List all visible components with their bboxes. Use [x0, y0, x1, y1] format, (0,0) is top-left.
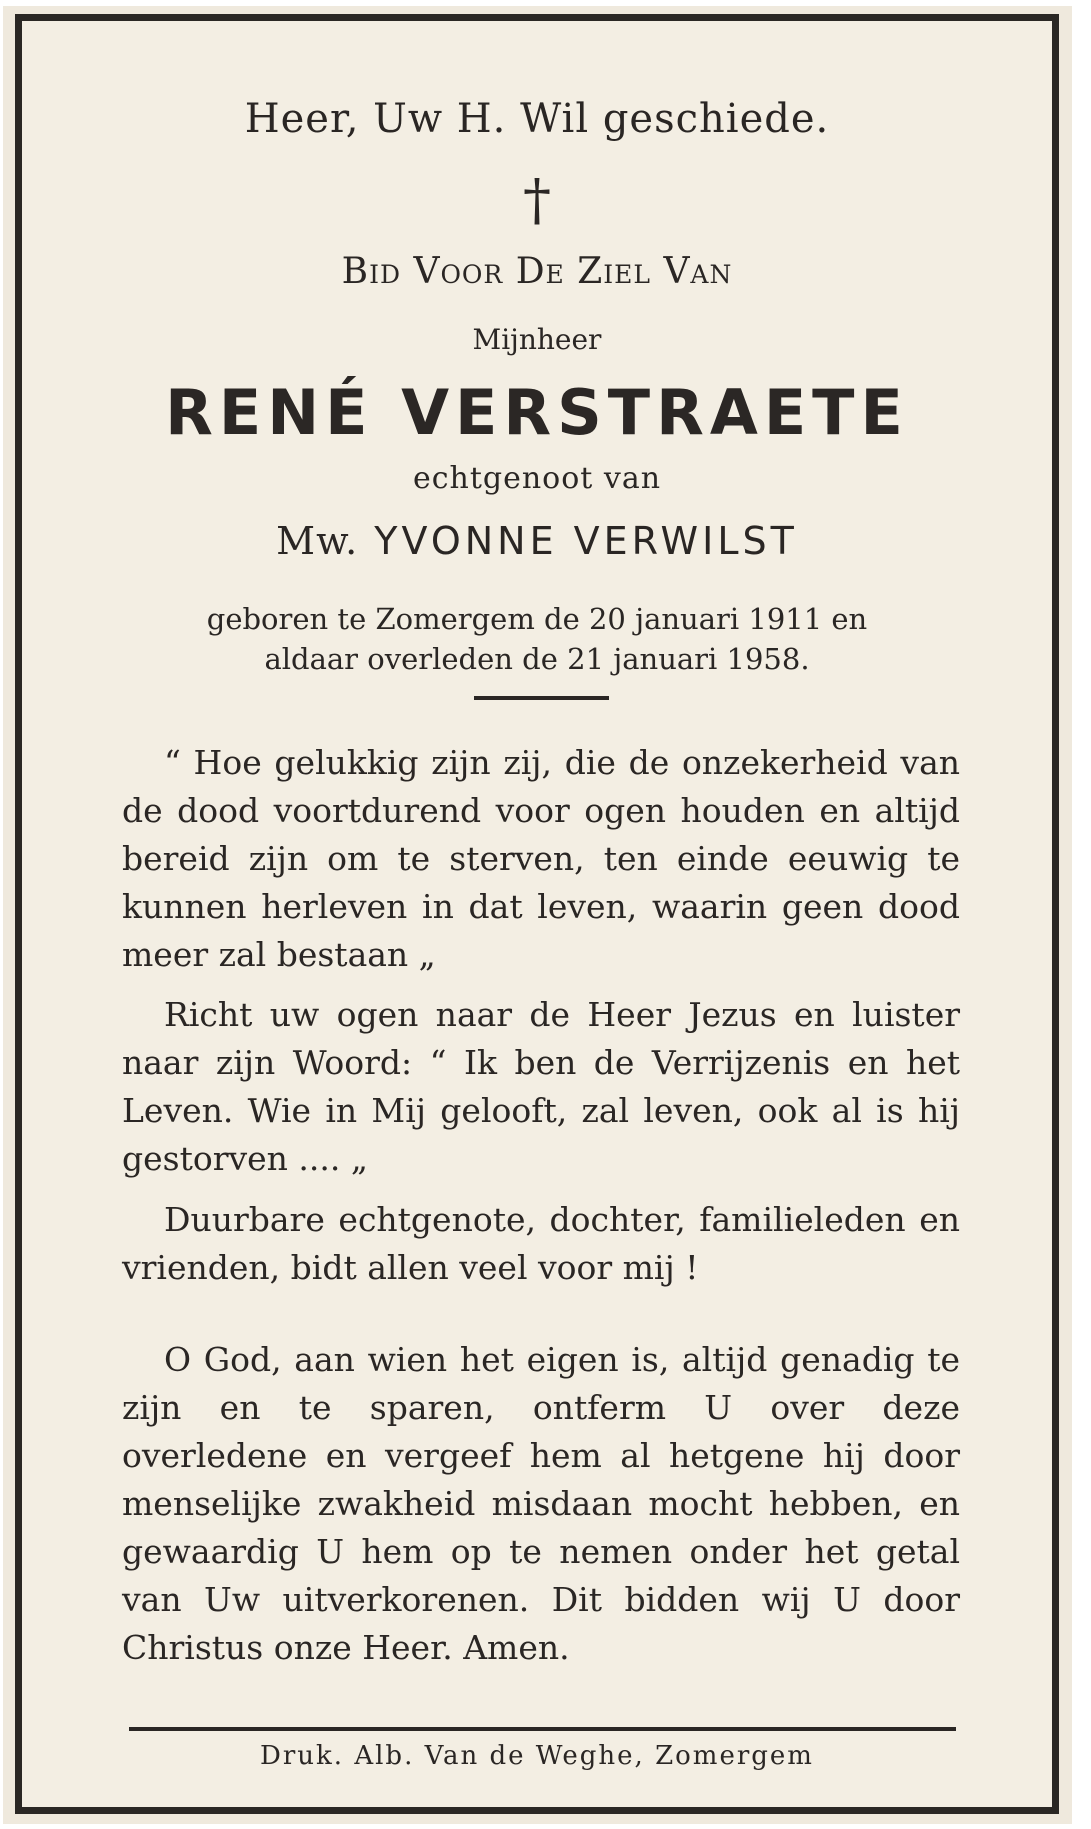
paragraph-text: Duurbare echtgenote, dochter, familieleden en vrienden, bidt allen veel voor mij ! [122, 1200, 960, 1287]
death-line: aldaar overleden de 21 januari 1958. [264, 642, 810, 676]
paragraph-quote [122, 739, 960, 979]
spouse-label: echtgenoot van [412, 461, 662, 496]
paragraph-scripture [122, 991, 960, 1183]
paragraph-text: Richt uw ogen naar de Heer Jezus en luister naar zijn Woord: “ Ik ben de Verrijzenis en het Leven. Wie in Mij gelooft, zal leven, ook al is hij gestorven .... „ [122, 995, 960, 1178]
card-border-frame [15, 14, 1059, 1814]
card-content [22, 21, 1052, 1807]
prayer-heading: Bid Voor De Ziel Van [341, 251, 733, 292]
paragraph-prayer [122, 1336, 960, 1672]
dates-block [22, 599, 1052, 679]
spouse-line [22, 519, 1052, 563]
memorial-card [3, 6, 1072, 1824]
paragraph-family [122, 1196, 960, 1292]
paragraph-text: O God, aan wien het eigen is, altijd genadig te zijn en te sparen, ontferm U over deze overledene en vergeef hem al hetgene hij door menselijke zwakheid misdaan mocht hebben, en gewaardig U hem op te nemen onder het getal van Uw uitverkorenen. Dit bidden wij U door Christus onze Heer. Amen. [122, 1340, 960, 1667]
deceased-name: RENÉ VERSTRAETE [165, 376, 909, 449]
paragraph-text: “ Hoe gelukkig zijn zij, die de onzekerheid van de dood voortdurend voor ogen houden en altijd bereid zijn om te sterven, ten einde eeuwig te kunnen herleven in dat leven, waarin geen dood meer zal bestaan „ [122, 743, 960, 974]
spouse-prefix: Mw. [276, 519, 359, 563]
spouse-name: YVONNE VERWILST [374, 519, 798, 563]
birth-line: geboren te Zomergem de 20 januari 1911 en [206, 602, 868, 636]
divider [474, 696, 609, 700]
printer-credit: Druk. Alb. Van de Weghe, Zomergem [260, 1741, 814, 1771]
bottom-divider [129, 1727, 956, 1731]
title-text: Mijnheer [472, 323, 602, 356]
motto-text: Heer, Uw H. Wil geschiede. [244, 96, 830, 142]
cross-icon: † [523, 168, 551, 233]
